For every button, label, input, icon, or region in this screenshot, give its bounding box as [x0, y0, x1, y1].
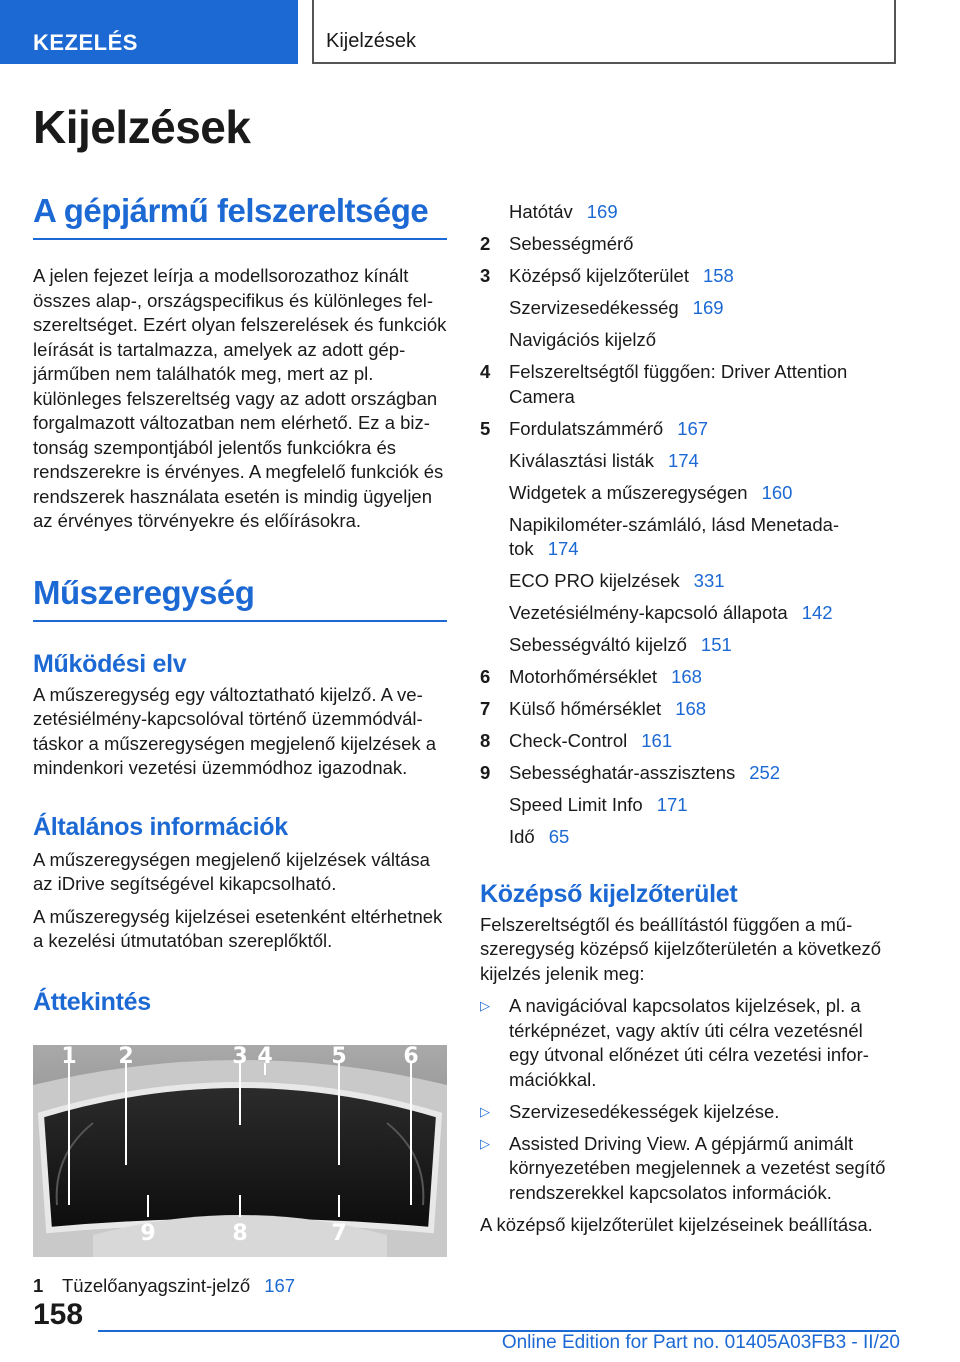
page-reference-link[interactable]: 167	[677, 417, 709, 439]
heading-overview: Áttekintés	[33, 987, 151, 1016]
list-item-number: 8	[480, 730, 491, 751]
chapter-header: Kijelzések	[312, 0, 896, 64]
list-item	[480, 697, 894, 722]
page-reference-link[interactable]: 169	[586, 201, 618, 222]
list-item	[480, 328, 894, 353]
triangle-bullet-icon: ▷	[480, 998, 490, 1013]
page-number: 158	[33, 1298, 84, 1331]
page-reference-link[interactable]: 160	[761, 481, 793, 503]
page-reference-link[interactable]: 174	[667, 449, 699, 471]
heading-center-display: Középső kijelzőterület	[480, 879, 738, 908]
list-item	[480, 761, 894, 786]
list-item	[480, 729, 894, 754]
list-item-text: Hatótáv 169	[509, 201, 618, 222]
bullet-text: Szervizesedékességek kijelzése.	[509, 1100, 780, 1122]
bullet-item	[480, 994, 894, 1092]
heading-equipment: A gépjármű felszereltsége	[33, 192, 447, 240]
overview-list	[480, 200, 894, 850]
list-item-text: Widgetek a műszeregységen 160	[509, 481, 793, 503]
page-reference-link[interactable]: 171	[656, 794, 688, 815]
list-item	[480, 825, 894, 850]
list-item-text: Idő 65	[509, 826, 570, 847]
list-item-text: Speed Limit Info 171	[509, 794, 688, 815]
list-item-number	[480, 200, 509, 225]
list-item-number	[480, 569, 509, 594]
figure-label-4: 4	[257, 1044, 273, 1069]
heading-general-info: Általános információk	[33, 812, 288, 841]
bullet-list	[480, 994, 894, 1205]
page-reference-link[interactable]: 168	[675, 698, 707, 719]
list-item-number: 2	[480, 233, 491, 254]
triangle-bullet-icon: ▷	[480, 1135, 490, 1151]
page-reference-link[interactable]: 167	[264, 1274, 296, 1296]
page-reference-link[interactable]: 161	[641, 730, 673, 751]
list-item-text: Középső kijelzőterület 158	[509, 265, 734, 286]
page-reference-link[interactable]: 151	[700, 634, 732, 655]
page-reference-link[interactable]: 168	[671, 666, 702, 687]
page-reference-link[interactable]: 331	[693, 570, 725, 591]
list-item-text: ECO PRO kijelzések 331	[509, 570, 725, 591]
page-reference-link[interactable]: 65	[548, 826, 570, 847]
list-item	[480, 360, 894, 409]
list-item-number	[480, 825, 509, 850]
left-column	[33, 192, 447, 1306]
list-item-number: 1	[33, 1274, 44, 1296]
list-item	[480, 793, 894, 818]
list-item	[480, 633, 894, 658]
list-item	[480, 417, 894, 442]
list-item	[480, 232, 894, 257]
page-reference-link[interactable]: 174	[547, 538, 579, 559]
paragraph-principle: A műszeregység egy változtatható kijelző. A vezetésiélmény-kapcsolóval történő üzemmódváltáskor a műszeregységen megjelenő kijelzések a mindenkori vezetési üzemmódhoz igazodnak.	[33, 683, 437, 778]
list-item	[33, 1274, 447, 1299]
footer-edition: Online Edition for Part no. 01405A03FB3 - II/20	[501, 1332, 900, 1353]
instrument-cluster-illustration	[33, 1045, 447, 1257]
paragraph-equipment: A jelen fejezet leírja a modellsorozathoz kínált összes alap-, országspecifikus és különleges felszereltséget. Ezért olyan felszerelések és funkciók leírását is tartalmazza, amelyek az adott gépjárműben nem találhatók meg, mert az pl. különleges felszereltség vagy az adott országban forgalmazott változatban nem elérhető. Ez a biztonság szempontjából jelentős funkciókra és rendszerekre is érvényes. A megfelelő funkciók és rendszerek használata esetén is mindig ügyeljen az érvényes törvényekre és előírásokra.	[33, 265, 447, 531]
list-item-text: Navigációs kijelző	[509, 329, 657, 350]
right-column	[480, 200, 894, 1237]
figure-label-3: 3	[232, 1044, 248, 1069]
list-item-text: Fordulatszámmérő 167	[509, 417, 709, 439]
list-item	[480, 601, 894, 626]
figure-label-6: 6	[403, 1044, 419, 1069]
list-item-text: Tüzelőanyagszint-jelző 167	[62, 1274, 296, 1296]
list-item-text: Napikilométer-számláló, lásd Menetadatok 174	[509, 513, 840, 559]
list-item-text: Felszereltségtől függően: Driver Attention Camera	[509, 361, 848, 407]
triangle-bullet-icon: ▷	[480, 1103, 490, 1119]
list-item	[480, 665, 894, 690]
list-item-number	[480, 449, 509, 474]
list-item-number	[480, 328, 509, 353]
list-item	[480, 200, 894, 225]
bullet-item	[480, 1132, 894, 1206]
figure-label-2: 2	[118, 1044, 134, 1069]
list-item-number: 3	[480, 265, 491, 286]
list-item-text: Kiválasztási listák 174	[509, 449, 699, 471]
list-item-number: 5	[480, 417, 491, 439]
list-item-number	[480, 513, 509, 562]
list-item-number: 9	[480, 762, 491, 783]
page-title: Kijelzések	[33, 101, 251, 153]
list-item-number	[480, 633, 509, 658]
paragraph-settings-link: A középső kijelzőterület kijelzéseinek beállítása.	[480, 1213, 873, 1235]
paragraph-center-display: Felszereltségtől és beállítástól függően a műszeregység középső kijelzőterületén a következő kijelzés jelenik meg:	[480, 913, 882, 984]
list-item-text: Vezetésiélmény-kapcsoló állapota 142	[509, 602, 833, 623]
list-item-text: Check-Control 161	[509, 730, 673, 751]
list-item-text: Szervizesedékesség 169	[509, 297, 724, 318]
figure-label-1: 1	[61, 1044, 77, 1069]
bullet-text: Assisted Driving View. A gépjármű animált környezetében megjelennek a vezetést segítő rendszerekkel kapcsolatos információk.	[509, 1132, 886, 1203]
figure-label-9: 9	[140, 1220, 156, 1246]
list-item-text: Sebességhatár-asszisztens 252	[509, 762, 781, 783]
heading-instrument-cluster: Műszeregység	[33, 574, 447, 622]
figure-label-8: 8	[232, 1220, 248, 1246]
list-item-number	[480, 296, 509, 321]
list-item	[480, 513, 894, 562]
paragraph-general-1: A műszeregységen megjelenő kijelzések váltása az iDrive segítségével kikapcsolható.	[33, 848, 430, 894]
list-item-number: 6	[480, 666, 491, 687]
list-item-number: 7	[480, 698, 491, 719]
paragraph-general-2: A műszeregység kijelzései esetenként eltérhetnek a kezelési útmutatóban szereplőktől.	[33, 905, 443, 951]
list-item	[480, 296, 894, 321]
list-item-text: Sebességmérő	[509, 233, 634, 254]
page-reference-link[interactable]: 169	[692, 297, 724, 318]
bullet-text: A navigációval kapcsolatos kijelzések, pl. a térképnézet, vagy aktív úti célra vezetésnél egy útvonal előnézet úti célra vezetési információkkal.	[509, 995, 869, 1090]
list-item-number	[480, 481, 509, 506]
list-item	[480, 481, 894, 506]
figure-label-7: 7	[331, 1220, 347, 1246]
list-item	[480, 569, 894, 594]
figure-label-5: 5	[331, 1044, 347, 1069]
list-item-text: Sebességváltó kijelző 151	[509, 634, 732, 655]
page-reference-link[interactable]: 252	[749, 762, 781, 783]
bullet-item	[480, 1100, 894, 1125]
list-item-text: Külső hőmérséklet 168	[509, 698, 707, 719]
page-reference-link[interactable]: 158	[702, 265, 734, 286]
list-item-text: Motorhőmérséklet 168	[509, 666, 702, 687]
list-item-number: 4	[480, 361, 491, 382]
list-item-number	[480, 793, 509, 818]
heading-principle: Működési elv	[33, 649, 187, 678]
list-item-number	[480, 601, 509, 626]
list-item	[480, 264, 894, 289]
page-reference-link[interactable]: 142	[801, 602, 833, 623]
section-tab: KEZELÉS	[0, 0, 298, 64]
list-item	[480, 449, 894, 474]
